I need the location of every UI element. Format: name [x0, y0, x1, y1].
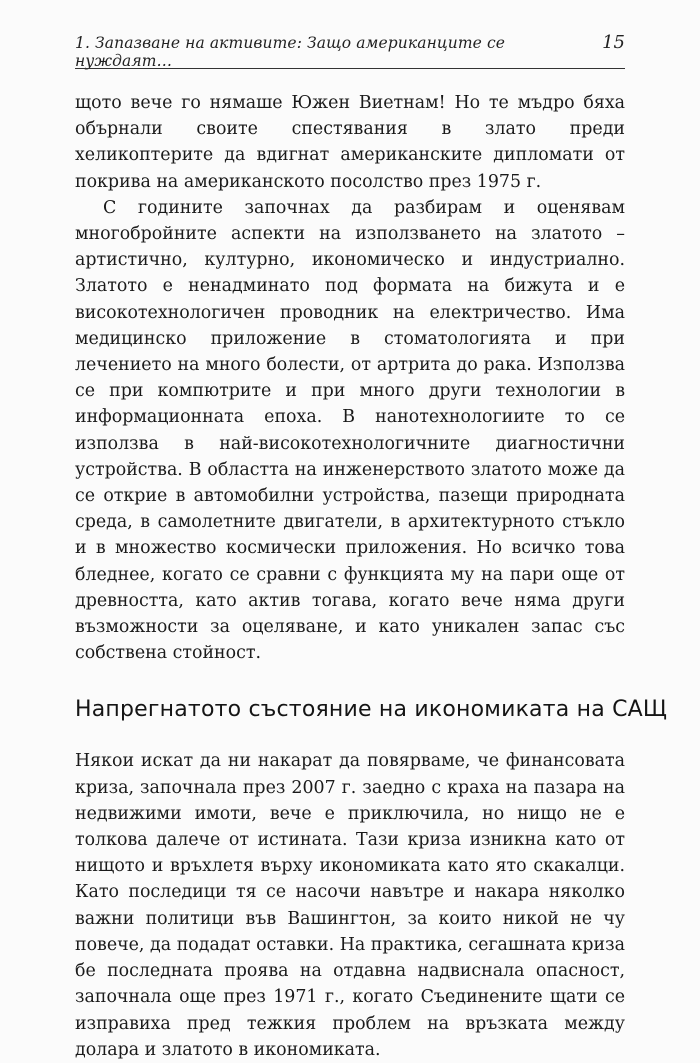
- running-head: [75, 32, 625, 70]
- chapter-title: 1. Запазване на активите: Защо американците се нуждаят…: [75, 34, 506, 70]
- book-page: [75, 0, 668, 1060]
- section-heading: Напрегнатото състояние на икономиката на САЩ: [75, 697, 668, 723]
- header-rule: [75, 68, 625, 69]
- paragraph-gold-uses: С годините започнах да разбирам и оценявам многобройните аспекти на използването на златото – артистично, културно, икономическо и индустриално. Златото е ненадминато под формата на бижута и е високотехнологичен проводник на електричество. Има медицинско приложение в стоматологията и при лечението на много болести, от артрита до рака. Използва се при компютрите и при много други технологии в информационната епоха. В нанотехнологиите то се използва в най-високотехнологичните диагностични устройства. В областта на инженерството златото може да се открие в автомобилни устройства, пазещи природната среда, в самолетните двигатели, в архитектурното стъкло и в множество космически приложения. Но всичко това бледнее, когато се сравни с функцията му на пари още от древността, като актив тогава, когато вече няма други възможности за оцеляване, и като уникален запас със собствена стойност.: [75, 197, 625, 664]
- paragraph-crisis: Някои искат да ни накарат да повярваме, че финансовата криза, започнала през 2007 г. заедно с краха на пазара на недвижими имоти, вече е приключила, но нищо не е толкова далече от истината. Тази криза изникна като от нищото и връхлетя върху икономиката като ято скакалци. Като последици тя се насочи навътре и накара няколко важни политици във Вашингтон, за които никой не чу повече, да подадат оставки. На практика, сегашната криза бе последната проява на отдавна надвиснала опасност, започнала още през 1971 г., когато Съединените щати се изправиха пред тежкия проблем на връзката между долара и златото в икономиката.: [75, 751, 625, 1060]
- body-text: [75, 90, 668, 1063]
- page-number: 15: [602, 32, 625, 53]
- paragraph-continued: щото вече го нямаше Южен Виетнам! Но те мъдро бяха обърнали своите спестявания в злато преди хеликоптерите да вдигнат американските дипломати от покрива на американското посолство през 1975 г.: [75, 93, 625, 192]
